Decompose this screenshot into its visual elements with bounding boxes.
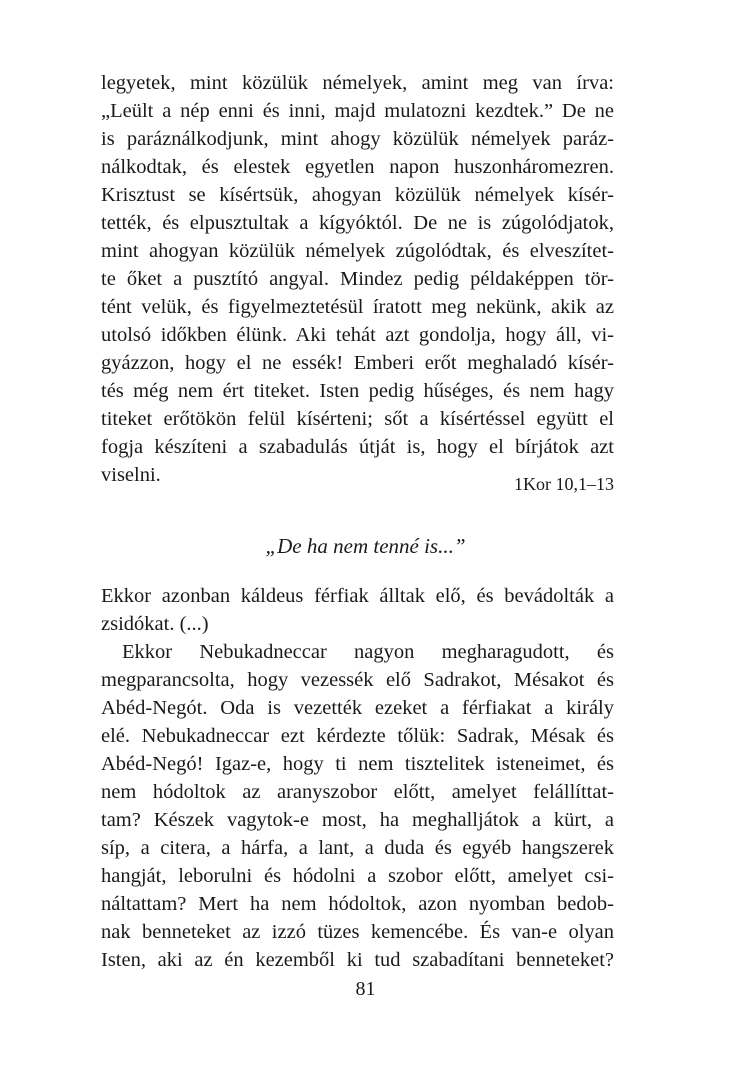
text-line: nak benneteket az izzó tüzes kemencébe. És van-e olyan	[101, 921, 614, 943]
text-line: fogja készíteni a szabadulás útját is, hogy el bírjátok azt	[101, 436, 614, 458]
text-line: mint ahogyan közülük némelyek zúgolódtak, és elveszítet-	[101, 240, 614, 262]
text-line: megparancsolta, hogy vezessék elő Sadrakot, Mésakot és	[101, 669, 614, 691]
text-line: Ekkor Nebukadneccar nagyon megharagudott, és	[122, 641, 614, 663]
text-line: te őket a pusztító angyal. Mindez pedig példaképpen tör-	[101, 268, 614, 290]
text-line: viselni.	[101, 464, 161, 486]
text-line: elé. Nebukadneccar ezt kérdezte tőlük: Sadrak, Mésak és	[101, 725, 614, 747]
text-line: Isten, aki az én kezemből ki tud szabadítani benneteket?	[101, 949, 614, 971]
text-line: náltattam? Mert ha nem hódoltok, azon nyomban bedob-	[101, 893, 614, 915]
text-line: zsidókat. (...)	[101, 613, 209, 635]
text-line: Krisztust se kísértsük, ahogyan közülük némelyek kísér-	[101, 184, 614, 206]
text-line: Ekkor azonban káldeus férfiak álltak elő, és bevádolták a	[101, 585, 614, 607]
text-line: „Leült a nép enni és inni, majd mulatozni kezdtek.” De ne	[101, 100, 614, 122]
page-number: 81	[355, 978, 376, 1000]
text-line: is paráználkodjunk, mint ahogy közülük némelyek paráz-	[101, 128, 614, 150]
text-line: tam? Készek vagytok-e most, ha meghalljátok a kürt, a	[101, 809, 614, 831]
text-line: tés még nem ért titeket. Isten pedig hűséges, és nem hagy	[101, 380, 614, 402]
text-line: tették, és elpusztultak a kígyóktól. De ne is zúgolódjatok,	[101, 212, 614, 234]
text-line: hangját, leborulni és hódolni a szobor előtt, amelyet csi-	[101, 865, 614, 887]
text-line: utolsó időkben élünk. Aki tehát azt gondolja, hogy áll, vi-	[101, 324, 614, 346]
text-line: nálkodtak, és elestek egyetlen napon huszonháromezren.	[101, 156, 614, 178]
text-line: Abéd-Negót. Oda is vezették ezeket a férfiakat a király	[101, 697, 614, 719]
text-line: legyetek, mint közülük némelyek, amint meg van írva:	[101, 72, 614, 94]
scripture-reference: 1Kor 10,1–13	[514, 474, 614, 494]
section-title: „De ha nem tenné is...”	[265, 534, 466, 558]
text-line: gyázzon, hogy el ne essék! Emberi erőt meghaladó kísér-	[101, 352, 614, 374]
text-line: titeket erőtökön felül kísérteni; sőt a kísértéssel együtt el	[101, 408, 614, 430]
text-line: Abéd-Negó! Igaz-e, hogy ti nem tisztelitek isteneimet, és	[101, 753, 614, 775]
text-line: nem hódoltok az aranyszobor előtt, amelyet felállíttat-	[101, 781, 614, 803]
text-line: síp, a citera, a hárfa, a lant, a duda és egyéb hangszerek	[101, 837, 614, 859]
text-line: tént velük, és figyelmeztetésül íratott meg nekünk, akik az	[101, 296, 614, 318]
